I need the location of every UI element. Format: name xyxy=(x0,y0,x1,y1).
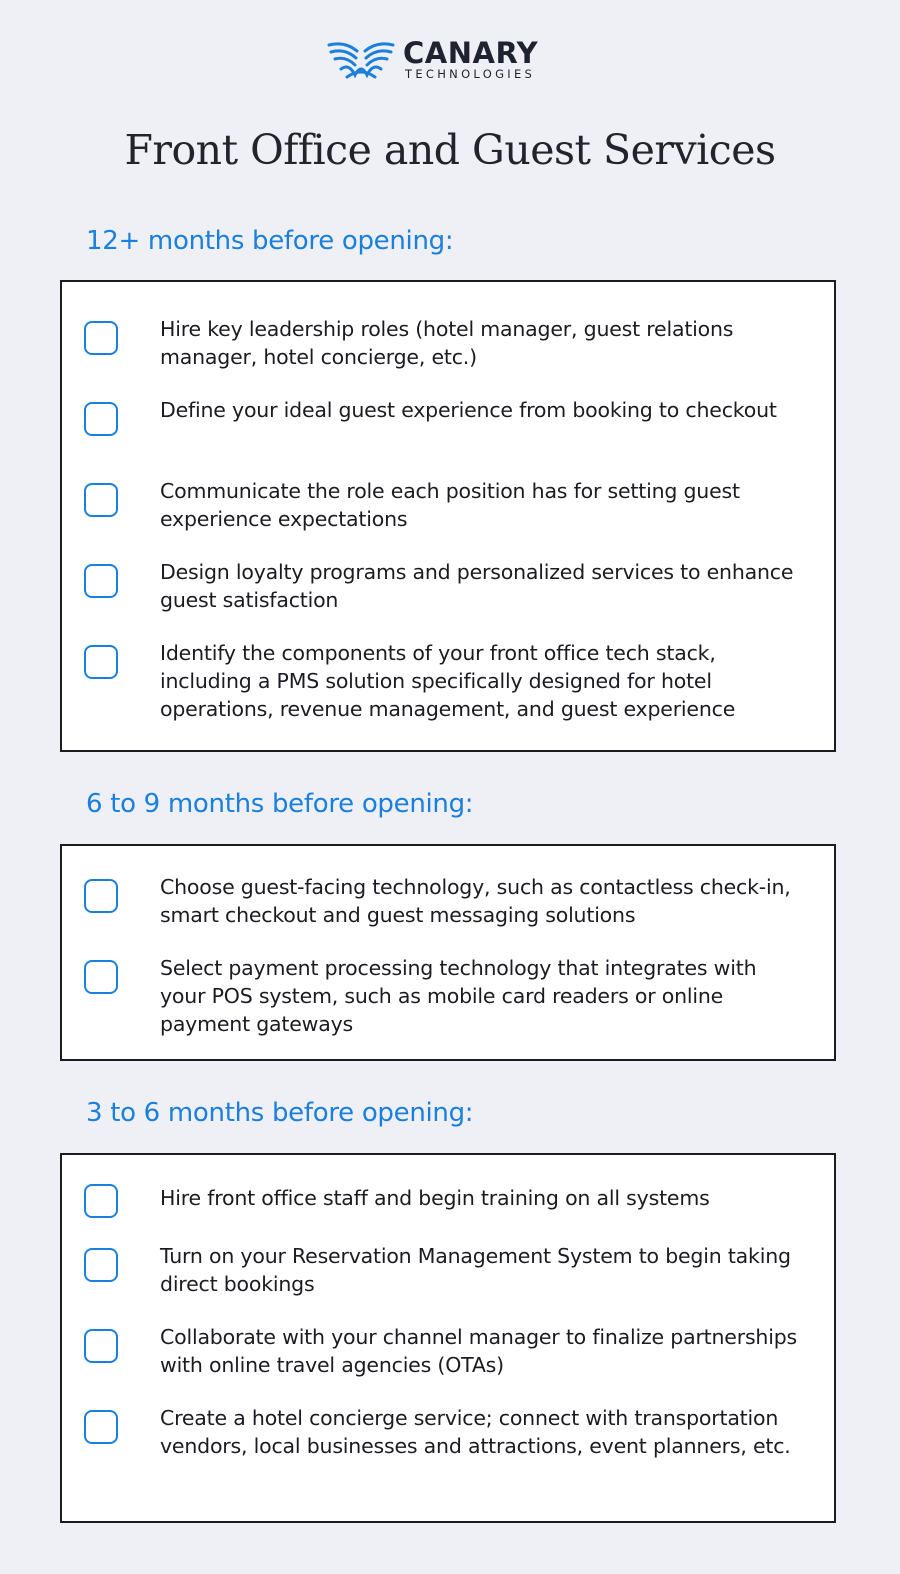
empty-checkbox-icon[interactable] xyxy=(84,1184,118,1218)
checklist-3-6-months xyxy=(60,1153,836,1523)
empty-checkbox-icon[interactable] xyxy=(84,1410,118,1444)
section-heading-6-9-months: 6 to 9 months before opening: xyxy=(86,789,474,819)
checklist-item-text: Hire key leadership roles (hotel manager, guest relations manager, hotel concierge, etc.) xyxy=(160,317,734,369)
checklist-item-text: Turn on your Reservation Management System to begin taking direct bookings xyxy=(160,1244,791,1296)
checklist-item-text: Choose guest-facing technology, such as contactless check-in, smart checkout and guest messaging solutions xyxy=(160,875,791,927)
empty-checkbox-icon[interactable] xyxy=(84,1329,118,1363)
section-heading-12-months: 12+ months before opening: xyxy=(86,226,454,256)
checklist-item-text: Communicate the role each position has for setting guest experience expectations xyxy=(160,479,740,531)
page-title: Front Office and Guest Services xyxy=(124,126,776,174)
empty-checkbox-icon[interactable] xyxy=(84,483,118,517)
empty-checkbox-icon[interactable] xyxy=(84,879,118,913)
checklist-item-text: Define your ideal guest experience from booking to checkout xyxy=(160,398,777,422)
empty-checkbox-icon[interactable] xyxy=(84,402,118,436)
logo-name: CANARY xyxy=(403,35,539,70)
checklist-6-9-months xyxy=(60,844,836,1061)
canary-logo xyxy=(327,36,538,82)
checklist-item-text: Identify the components of your front office tech stack, including a PMS solution specifically designed for hotel operations, revenue management, and guest experience xyxy=(160,641,736,721)
empty-checkbox-icon[interactable] xyxy=(84,1248,118,1282)
checklist-item-text: Collaborate with your channel manager to finalize partnerships with online travel agencies (OTAs) xyxy=(160,1325,798,1377)
section-heading-3-6-months: 3 to 6 months before opening: xyxy=(86,1098,474,1128)
checklist-item-text: Hire front office staff and begin training on all systems xyxy=(160,1186,710,1210)
empty-checkbox-icon[interactable] xyxy=(84,564,118,598)
canary-wing-logo-icon xyxy=(327,37,395,81)
empty-checkbox-icon[interactable] xyxy=(84,960,118,994)
checklist-item-text: Create a hotel concierge service; connect with transportation vendors, local businesses and attractions, event planners, etc. xyxy=(160,1406,791,1458)
empty-checkbox-icon[interactable] xyxy=(84,321,118,355)
logo-subtitle: TECHNOLOGIES xyxy=(405,66,536,81)
checklist-12-months xyxy=(60,280,836,752)
empty-checkbox-icon[interactable] xyxy=(84,645,118,679)
checklist-item-text: Design loyalty programs and personalized services to enhance guest satisfaction xyxy=(160,560,794,612)
checklist-item-text: Select payment processing technology that integrates with your POS system, such as mobile card readers or online payment gateways xyxy=(160,956,757,1036)
